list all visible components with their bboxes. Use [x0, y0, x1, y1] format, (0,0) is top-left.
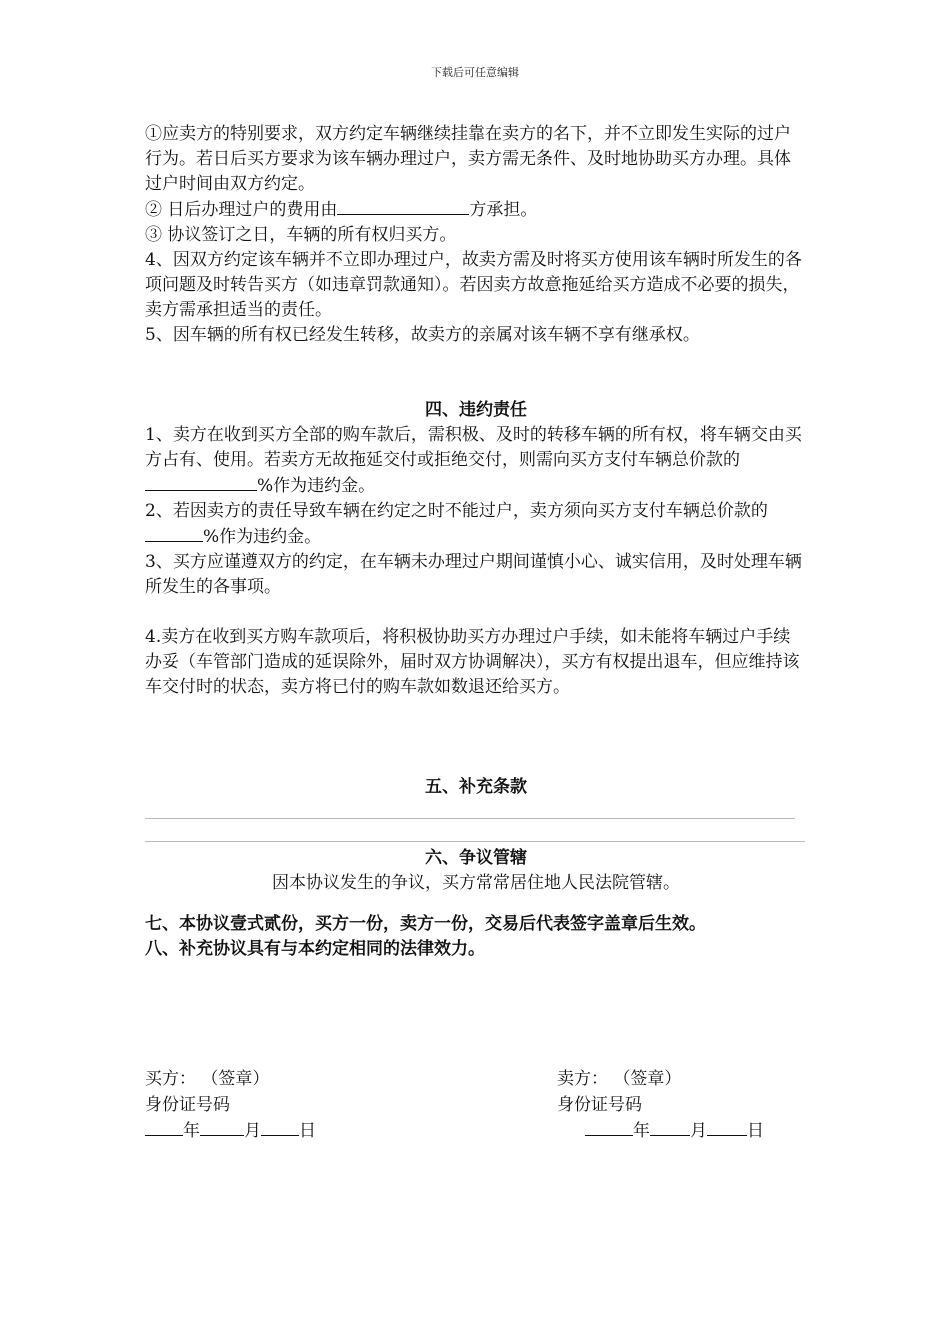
- spacer: [145, 896, 807, 912]
- buyer-day-label: 日: [299, 1121, 316, 1141]
- buyer-day-blank: [261, 1118, 299, 1136]
- clause-4-1: [145, 423, 807, 499]
- clause-4-4: 4.卖方在收到买方购车款项后，将积极协助买方办理过户手续，如未能将车辆过户手续办妥（车管部门造成的延误除外，届时双方协调解决），买方有权提出退车，但应维持该车交付时的状态，卖方将已付的购车款如数退还给买方。: [145, 627, 800, 697]
- supplementary-terms-line-1: [145, 818, 795, 819]
- buyer-signature: [145, 1066, 316, 1144]
- clause-4-2-suffix: %作为违约金。: [203, 527, 322, 547]
- buyer-year-blank: [145, 1118, 183, 1136]
- buyer-label: 买方： （签章）: [145, 1069, 270, 1089]
- clause-4-2-prefix: 2、若因卖方的责任导致车辆在约定之时不能过户，卖方须向买方支付车辆总价款的: [145, 501, 768, 521]
- clause-4-3: 3、买方应谨遵双方的约定，在车辆未办理过户期间谨慎小心、诚实信用，及时处理车辆所发生的各事项。: [145, 552, 802, 597]
- section-5-title: 五、补充条款: [425, 777, 527, 797]
- section-4-title: 四、违约责任: [425, 400, 527, 420]
- document-body: [145, 122, 807, 962]
- buyer-month-blank: [200, 1118, 244, 1136]
- clause-3-1: ①应卖方的特别要求，双方约定车辆继续挂靠在卖方的名下，并不立即发生实际的过户行为。若日后买方要求为该车辆办理过户，卖方需无条件、及时地协助买方办理。具体过户时间由双方约定。: [145, 124, 791, 194]
- seller-year-label: 年: [633, 1121, 650, 1141]
- buyer-year-label: 年: [183, 1121, 200, 1141]
- seller-month-blank: [650, 1118, 690, 1136]
- seller-id-label: 身份证号码: [557, 1095, 642, 1115]
- spacer: [145, 700, 807, 775]
- clause-3-2: [145, 197, 807, 223]
- seller-date: [557, 1118, 764, 1144]
- clause-3-2-prefix: ② 日后办理过户的费用由: [145, 200, 338, 220]
- spacer: [145, 600, 807, 625]
- seller-day-label: 日: [747, 1121, 764, 1141]
- buyer-date: [145, 1118, 316, 1144]
- spacer: [145, 348, 807, 398]
- clause-4-1-suffix: %作为违约金。: [257, 476, 376, 496]
- supplementary-terms-line-2: [145, 841, 805, 842]
- seller-month-label: 月: [690, 1121, 707, 1141]
- seller-signature: [557, 1066, 764, 1144]
- fill-blank-transfer-fee-party: [337, 197, 469, 215]
- clause-4-1-prefix: 1、卖方在收到买方全部的购车款后，需积极、及时的转移车辆的所有权，将车辆交由买方占有、使用。若卖方无故拖延交付或拒绝交付，则需向买方支付车辆总价款的: [145, 425, 802, 470]
- seller-label: 卖方： （签章）: [557, 1069, 682, 1089]
- fill-blank-penalty-percent-2: [145, 524, 203, 542]
- clause-3-3: ③ 协议签订之日，车辆的所有权归买方。: [145, 225, 457, 245]
- page-header-note: 下载后可任意编辑: [431, 66, 519, 79]
- section-8-text: 八、补充协议具有与本约定相同的法律效力。: [145, 939, 485, 959]
- section-6-title: 六、争议管辖: [425, 848, 527, 868]
- seller-year-blank: [585, 1118, 633, 1136]
- buyer-month-label: 月: [244, 1121, 261, 1141]
- fill-blank-penalty-percent-1: [145, 473, 257, 491]
- clause-3-4: 4、因双方约定该车辆并不立即办理过户，故卖方需及时将买方使用该车辆时所发生的各项问题及时转告买方（如违章罚款通知）。若因卖方故意拖延给买方造成不必要的损失，卖方需承担适当的责任。: [145, 250, 802, 320]
- clause-3-5: 5、因车辆的所有权已经发生转移，故卖方的亲属对该车辆不享有继承权。: [145, 325, 700, 345]
- clause-3-2-suffix: 方承担。: [469, 200, 538, 220]
- clause-4-2: [145, 499, 807, 550]
- buyer-id-label: 身份证号码: [145, 1095, 230, 1115]
- section-6-text: 因本协议发生的争议，买方常常居住地人民法院管辖。: [272, 873, 680, 893]
- seller-day-blank: [707, 1118, 747, 1136]
- section-7-text: 七、本协议壹式贰份，买方一份，卖方一份，交易后代表签字盖章后生效。: [145, 914, 706, 934]
